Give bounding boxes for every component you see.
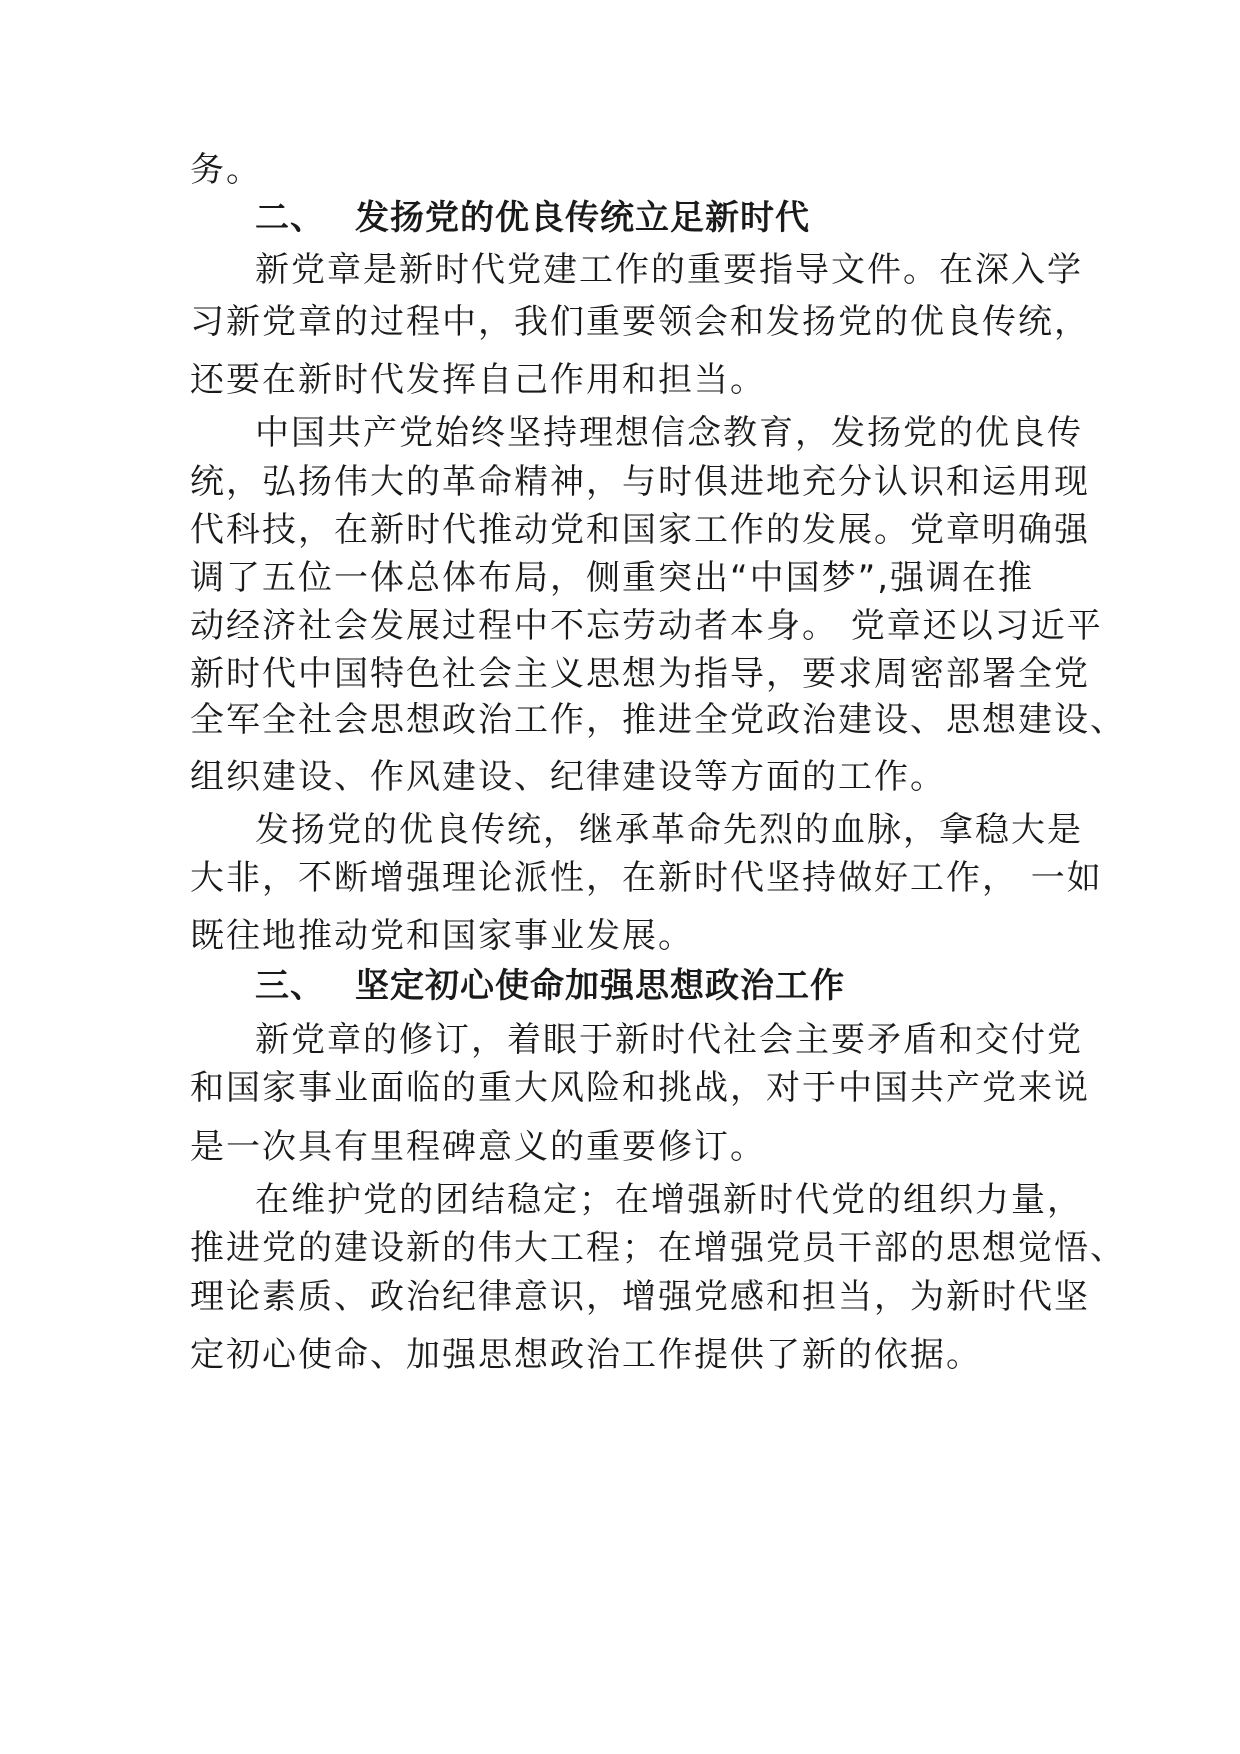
text-line: 统，弘扬伟大的革命精神，与时俱进地充分认识和运用现 (190, 462, 1090, 502)
text-line: 理论素质、政治纪律意识，增强党感和担当，为新时代坚 (190, 1277, 1090, 1317)
text-line: 和国家事业面临的重大风险和挑战，对于中国共产党来说 (190, 1068, 1090, 1108)
text-line: 既往地推动党和国家事业发展。 (190, 916, 694, 956)
section-number: 二、 (255, 198, 325, 238)
text-line: 还要在新时代发挥自己作用和担当。 (190, 360, 766, 400)
text-line: 发扬党的优良传统，继承革命先烈的血脉，拿稳大是 (255, 810, 1083, 850)
text-line: 调了五位一体总体布局，侧重突出“中国梦”,强调在推 (190, 558, 1035, 598)
text-line: 全军全社会思想政治工作，推进全党政治建设、思想建设、 (190, 700, 1126, 740)
text-line: 推进党的建设新的伟大工程；在增强党员干部的思想觉悟、 (190, 1228, 1126, 1268)
text-line: 新党章的修订，着眼于新时代社会主要矛盾和交付党 (255, 1020, 1083, 1060)
text-line: 务。 (190, 150, 262, 190)
section-title: 发扬党的优良传统立足新时代 (355, 198, 810, 238)
section-heading-3 (255, 966, 845, 1006)
text-line: 新党章是新时代党建工作的重要指导文件。在深入学 (255, 250, 1083, 290)
section-number: 三、 (255, 966, 325, 1006)
text-line: 代科技，在新时代推动党和国家工作的发展。党章明确强 (190, 510, 1090, 550)
section-title: 坚定初心使命加强思想政治工作 (355, 966, 845, 1006)
text-line: 是一次具有里程碑意义的重要修订。 (190, 1127, 766, 1167)
section-heading-2 (255, 198, 810, 238)
text-line: 动经济社会发展过程中不忘劳动者本身。 党章还以习近平 (190, 606, 1103, 646)
text-line: 定初心使命、加强思想政治工作提供了新的依据。 (190, 1335, 982, 1375)
text-line: 新时代中国特色社会主义思想为指导，要求周密部署全党 (190, 654, 1090, 694)
text-line: 组织建设、作风建设、纪律建设等方面的工作。 (190, 757, 946, 797)
text-line: 习新党章的过程中，我们重要领会和发扬党的优良传统， (190, 302, 1090, 342)
text-line: 在维护党的团结稳定；在增强新时代党的组织力量， (255, 1180, 1083, 1220)
text-line: 中国共产党始终坚持理想信念教育，发扬党的优良传 (255, 413, 1083, 453)
text-line: 大非，不断增强理论派性，在新时代坚持做好工作， 一如 (190, 858, 1103, 898)
